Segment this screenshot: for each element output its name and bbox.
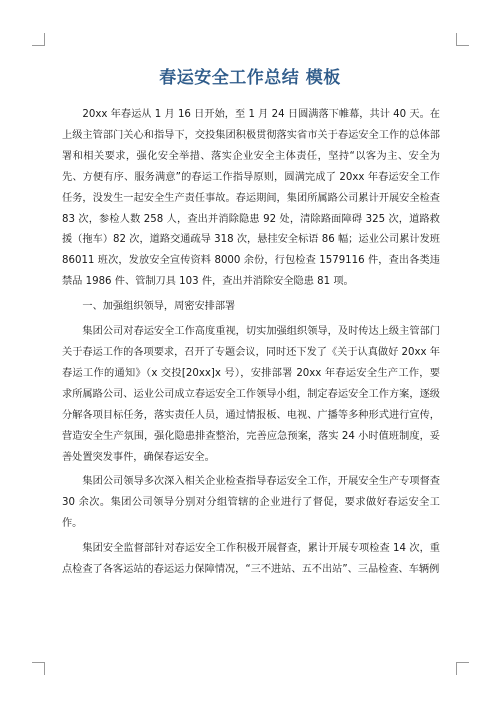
crop-mark-top-left [32, 33, 45, 46]
crop-mark-bottom-right [456, 662, 469, 675]
document-title: 春运安全工作总结 模板 [159, 68, 341, 88]
crop-mark-top-right [456, 33, 469, 46]
crop-mark-bottom-left [32, 662, 45, 675]
paragraph-supervision: 集团安全监督部针对春运安全工作积极开展督查，累计开展专项检查 14 次，重点检查了各客运站的春运运力保障情况，“三不进站、五不出站”、三品检查、车辆例 [62, 543, 440, 576]
paragraph-organization: 集团公司对春运安全工作高度重视，切实加强组织领导，及时传达上级主管部门关于春运工作的各项要求，召开了专题会议，同时还下发了《关于认真做好 20xx 年春运工作的通知》（x 交投[20xx]x 号），安排部署 20xx 年春运安全生产工作，要求所属路公司、运业公司成立春运安全工作领导小组，制定春运安全工作方案，逐级分解各项目标任务，落实责任人员，通过情报板、电视、广播等多种形式进行宣传，营造安全生产氛围，强化隐患排查整治，完善应急预案，落实 24 小时值班制度，妥善处置突发事件，确保春运安全。 [62, 326, 440, 463]
document-body [62, 105, 440, 585]
section-heading: 一、加强组织领导，周密安排部署 [82, 301, 236, 313]
paragraph-inspection: 集团公司领导多次深入相关企业检查指导春运安全工作，开展安全生产专项督查 30 余次。集团公司领导分别对分组管辖的企业进行了督促，要求做好春运安全工作。 [62, 476, 440, 530]
paragraph-summary: 20xx 年春运从 1 月 16 日开始，至 1 月 24 日圆满落下帷幕，共计 40 天。在上级主管部门关心和指导下，交投集团积极贯彻落实省市关于春运安全工作的总体部署和相关要求，强化安全举措、落实企业安全主体责任，坚持“以客为主、安全为先、方便有序、服务满意”的春运工作指导原则，圆满完成了 20xx 年春运安全工作任务，没发生一起安全生产责任事故。春运期间，集团所属路公司累计开展安全检查 83 次，参检人数 258 人，查出并消除隐患 92 处，清除路面障碍 325 次，道路救援（拖车）82 次，道路交通疏导 318 次，悬挂安全标语 86 幅；运业公司累计发班 86011 班次，发放安全宣传资料 8000 余份，行包检查 1579116 件，查出各类违禁品 1986 件、管制刀具 103 件，查出并消除安全隐患 81 项。 [62, 109, 440, 288]
